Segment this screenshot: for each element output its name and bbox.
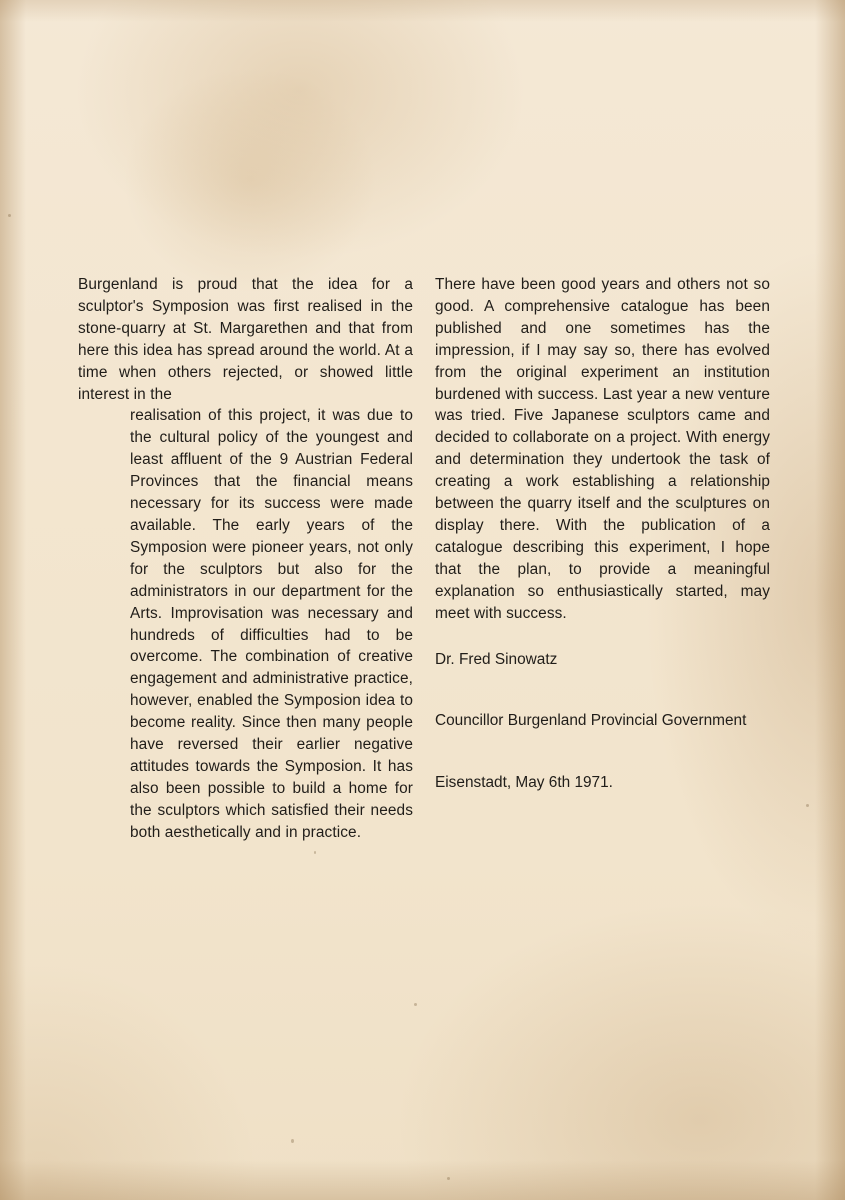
paper-speckle [291,1139,294,1143]
page-edge-shading-left [0,0,26,1200]
paragraph-tail: realisation of this project, it was due to the cultural policy of the youngest and least affluent of the 9 Austrian Federal Provinces that the financial means necessary for its success were made available. The early years of the Symposion were pioneer years, not only for the sculptors but also for the administrators in our department for the Arts. Improvisation was necessary and hundreds of difficulties had to be overcome. The combination of creative engagement and administrative practice, however, enabled the Symposion idea to become reality. Since then many people have reversed their earlier negative attitudes towards the Symposion. It has also been possible to build a home for the sculptors which satisfied their needs both aesthetically and in practice. [130,407,413,841]
left-column [78,274,413,844]
paper-speckle [806,804,809,807]
page-edge-shading-top [0,0,845,22]
place-and-date: Eisenstadt, May 6th 1971. [435,774,613,792]
right-column [435,274,770,844]
paper-speckle [414,1003,417,1006]
page-edge-shading-bottom [0,1160,845,1200]
left-column-paragraph [78,274,413,844]
body-text [78,274,770,844]
paper-speckle [8,214,11,217]
paper-speckle [314,851,316,854]
paragraph-head: Burgenland is proud that the idea for a sculptor's Symposion was first realised in the stone-quarry at St. Margarethen and that from here this idea has spread around the world. At a time when others rejected, or showed little interest in the [78,276,413,403]
right-column-paragraph: There have been good years and others not so good. A comprehensive catalogue has been published and one sometimes has the impression, if I may say so, there has evolved from the original experiment an institution burdened with success. Last year a new venture was tried. Five Japanese sculptors came and decided to collaborate on a project. With energy and determination they undertook the task of creating a work establishing a relationship between the quarry itself and the sculptures on display there. With the publication of a catalogue describing this experiment, I hope that the plan, to provide a meaningful explanation so enthusiastically started, may meet with success. [435,276,770,622]
paper-speckle [447,1177,450,1180]
author-signature: Dr. Fred Sinowatz [435,650,558,668]
author-role: Councillor Burgenland Provincial Government [435,712,747,730]
page-edge-shading-right [815,0,845,1200]
